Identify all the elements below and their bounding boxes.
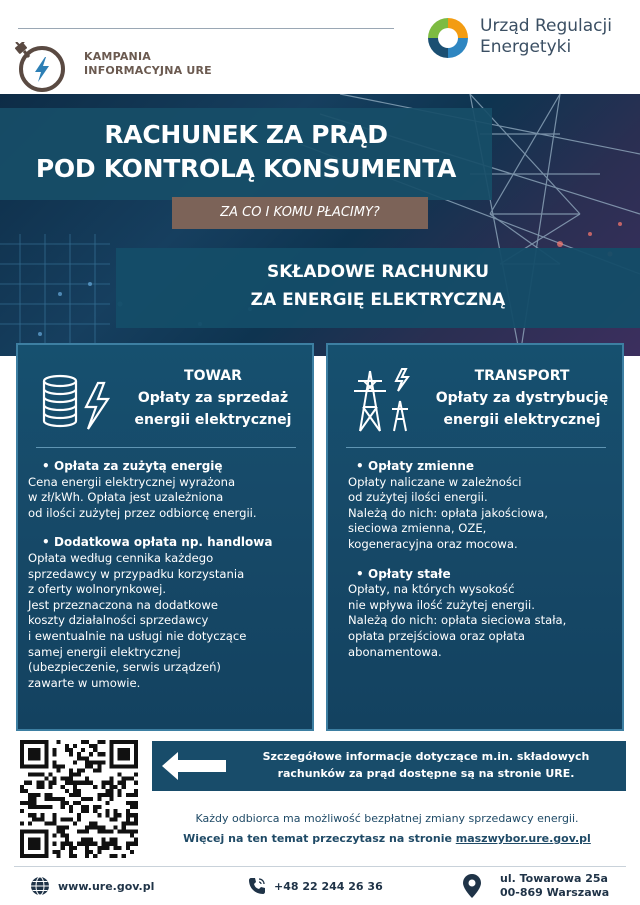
footer-website[interactable] [30,872,154,900]
phone-text: +48 22 244 26 36 [274,879,383,893]
address-line1: ul. Towarowa 25a [500,872,608,885]
transport-subtitle-line1: Opłaty za dystrybucję [435,390,609,406]
info-text-line2: rachunków za prąd dostępne są na stronie URE. [277,767,575,780]
towar-card [16,343,314,731]
transport-header [424,365,620,431]
transport-subtitle-line2: energii elektrycznej [443,412,601,428]
towar-text-line: i ewentualnie na usługi nie dotyczące [28,628,247,643]
ure-logo-icon [424,14,472,62]
transport-title: TRANSPORT [474,368,570,384]
transport-divider [346,447,606,448]
website-text: www.ure.gov.pl [58,879,155,893]
towar-text-line: koszty działalności sprzedawcy [28,613,209,628]
transport-bullet-variable: • Opłaty zmienne [354,459,620,475]
power-pylon-icon [348,367,418,435]
transport-text-line: Należą do nich: opłata jakościowa, [348,505,548,520]
phone-icon [248,877,266,895]
address-line2: 00-869 Warszawa [500,886,610,899]
towar-subtitle-line2: energii elektrycznej [134,412,292,428]
transport-text-line: kogeneracyjna oraz mocowa. [348,536,518,551]
towar-text-line: (ubezpieczenie, serwis urządzeń) [28,660,221,675]
campaign-label-line2: INFORMACYJNA URE [84,64,212,77]
transport-text-line: Należą do nich: opłata sieciowa stała, [348,613,567,628]
ure-name-line2: Energetyki [480,37,572,57]
towar-header [118,365,308,431]
transport-text-line: Opłaty naliczane w zależności [348,474,522,489]
towar-bullet-energy: • Opłata za zużytą energię [40,459,310,475]
switch-note: Każdy odbiorca ma możliwość bezpłatnej zmiany sprzedawcy energii. [195,812,579,825]
page-title-line1: RACHUNEK ZA PRĄD [104,120,388,149]
ure-name [480,16,612,58]
towar-text-line: zawarte w umowie. [28,675,141,690]
transport-text-line: od zużytej ilości energii. [348,490,488,505]
towar-text-line: Opłata według cennika każdego [28,550,214,565]
campaign-plug-icon [14,42,66,94]
coins-lightning-icon [38,373,114,435]
top-divider [18,28,394,29]
page-subtitle: ZA CO I KOMU PŁACIMY? [220,205,380,220]
transport-card [326,343,624,731]
transport-body [348,459,620,660]
info-text [236,748,616,782]
towar-text-line: samej energii elektrycznej [28,644,181,659]
towar-subtitle-line1: Opłaty za sprzedaż [137,390,289,406]
transport-text-line: opłata przejściowa oraz opłata [348,628,525,643]
towar-text-line: z oferty wolnorynkowej. [28,582,167,597]
transport-text-line: sieciowa zmienna, OZE, [348,521,487,536]
towar-text-line: w zł/kWh. Opłata jest uzależniona [28,490,224,505]
transport-text-line: Opłaty, na których wysokość [348,582,515,597]
more-info-note [152,832,622,845]
transport-bullet-fixed: • Opłaty stałe [354,567,620,583]
campaign-label [84,50,212,78]
ure-name-line1: Urząd Regulacji [480,16,612,36]
section-title-line2: ZA ENERGIĘ ELEKTRYCZNĄ [250,290,506,310]
globe-icon [30,876,50,896]
qr-code[interactable] [20,740,138,858]
footer-divider [14,866,626,867]
campaign-label-line1: KAMPANIA [84,50,151,63]
footer-address [462,872,609,900]
towar-divider [36,447,296,448]
towar-text-line: Jest przeznaczona na dodatkowe [28,597,219,612]
page-title [0,118,492,186]
towar-text-line: sprzedawcy w przypadku korzystania [28,566,245,581]
maszwybor-link[interactable]: maszwybor.ure.gov.pl [455,832,591,845]
towar-text-line: Cena energii elektrycznej wyrażona [28,474,236,489]
towar-title: TOWAR [184,368,242,384]
towar-body [28,459,310,691]
towar-bullet-trade: • Dodatkowa opłata np. handlowa [40,535,310,551]
map-pin-icon [462,874,482,898]
info-text-line1: Szczegółowe informacje dotyczące m.in. składowych [262,750,590,763]
footer-phone[interactable] [248,872,383,900]
transport-text-line: abonamentowa. [348,644,442,659]
page-title-line2: POD KONTROLĄ KONSUMENTA [35,154,457,183]
transport-text-line: nie wpływa ilość zużytej energii. [348,597,535,612]
arrow-left-icon [162,752,228,780]
section-title-line1: SKŁADOWE RACHUNKU [267,262,489,282]
towar-text-line: od ilości zużytej przez odbiorcę energii. [28,505,257,520]
more-info-prefix: Więcej na ten temat przeczytasz na stronie [183,832,456,845]
section-title [116,258,640,314]
